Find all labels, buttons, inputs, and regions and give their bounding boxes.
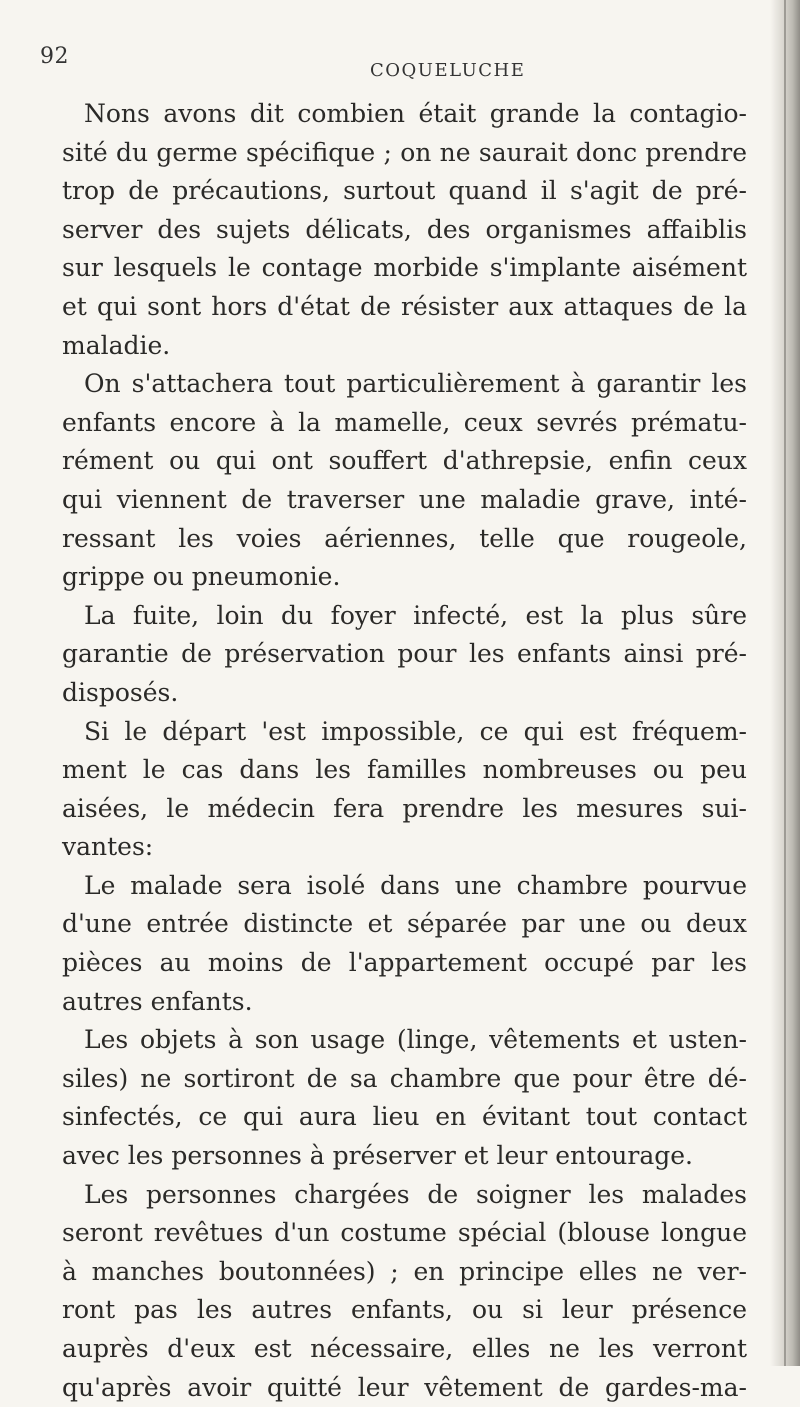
page-number: 92 [40, 44, 69, 69]
text-line: vantes: [62, 832, 154, 862]
text-line: et qui sont hors d'état de résister aux attaques de la [62, 291, 747, 321]
text-line: ressant les voies aériennes, telle que rougeole, [62, 523, 747, 553]
page-edge-line [784, 0, 786, 1366]
text-line: ment le cas dans les familles nombreuses ou peu [62, 755, 747, 785]
text-line: Les personnes chargées de soigner les malades [84, 1179, 747, 1209]
text-line: auprès d'eux est nécessaire, elles ne les verront [62, 1334, 747, 1363]
paragraph [62, 867, 747, 1021]
paragraph [62, 1176, 747, 1407]
text-line: On s'attachera tout particulièrement à garantir les [84, 369, 747, 399]
text-line: La fuite, loin du foyer infecté, est la plus sûre [84, 600, 747, 630]
text-line: qu'après avoir quitté leur vêtement de gardes-ma- [62, 1372, 747, 1402]
text-line: seront revêtues d'un costume spécial (blouse longue [62, 1218, 747, 1248]
text-line: Le malade sera isolé dans une chambre pourvue [84, 870, 747, 900]
text-line: pièces au moins de l'appartement occupé par les [62, 948, 747, 978]
text-line: autres enfants. [62, 986, 253, 1016]
text-line: d'une entrée distincte et séparée par une ou deux [62, 909, 747, 939]
text-line: maladie. [62, 330, 171, 360]
text-line: disposés. [62, 677, 179, 707]
text-line: avec les personnes à préserver et leur entourage. [62, 1141, 694, 1171]
text-line: grippe ou pneumonie. [62, 562, 341, 592]
paragraph [62, 95, 747, 365]
text-line: à manches boutonnées) ; en principe elles ne ver- [62, 1256, 747, 1286]
text-line: Nons avons dit combien était grande la contagio- [84, 99, 747, 128]
body-text [62, 95, 747, 1407]
text-line: siles) ne sortiront de sa chambre que pour être dé- [62, 1063, 747, 1093]
text-line: aisées, le médecin fera prendre les mesures sui- [62, 793, 747, 823]
paragraph [62, 365, 747, 597]
text-line: Les objets à son usage (linge, vêtements et usten- [84, 1025, 747, 1055]
text-line: enfants encore à la mamelle, ceux sevrés prématu- [62, 407, 747, 437]
running-head: COQUELUCHE [370, 60, 526, 81]
text-line: rément ou qui ont souffert d'athrepsie, enfin ceux [62, 446, 747, 476]
text-line: garantie de préservation pour les enfants ainsi pré- [62, 639, 747, 669]
paragraph [62, 1021, 747, 1175]
text-line: sinfectés, ce qui aura lieu en évitant tout contact [62, 1102, 747, 1132]
text-line: sur lesquels le contage morbide s'implante aisément [62, 253, 747, 283]
text-line: sité du germe spécifique ; on ne saurait donc prendre [62, 137, 747, 167]
text-line: trop de précautions, surtout quand il s'agit de pré- [62, 176, 747, 206]
text-line: qui viennent de traverser une maladie grave, inté- [62, 484, 747, 514]
text-line: server des sujets délicats, des organismes affaiblis [62, 214, 747, 244]
text-line: Si le départ 'est impossible, ce qui est fréquem- [84, 716, 747, 746]
paragraph [62, 713, 747, 867]
paragraph [62, 597, 747, 713]
text-line: ront pas les autres enfants, ou si leur présence [62, 1295, 747, 1325]
